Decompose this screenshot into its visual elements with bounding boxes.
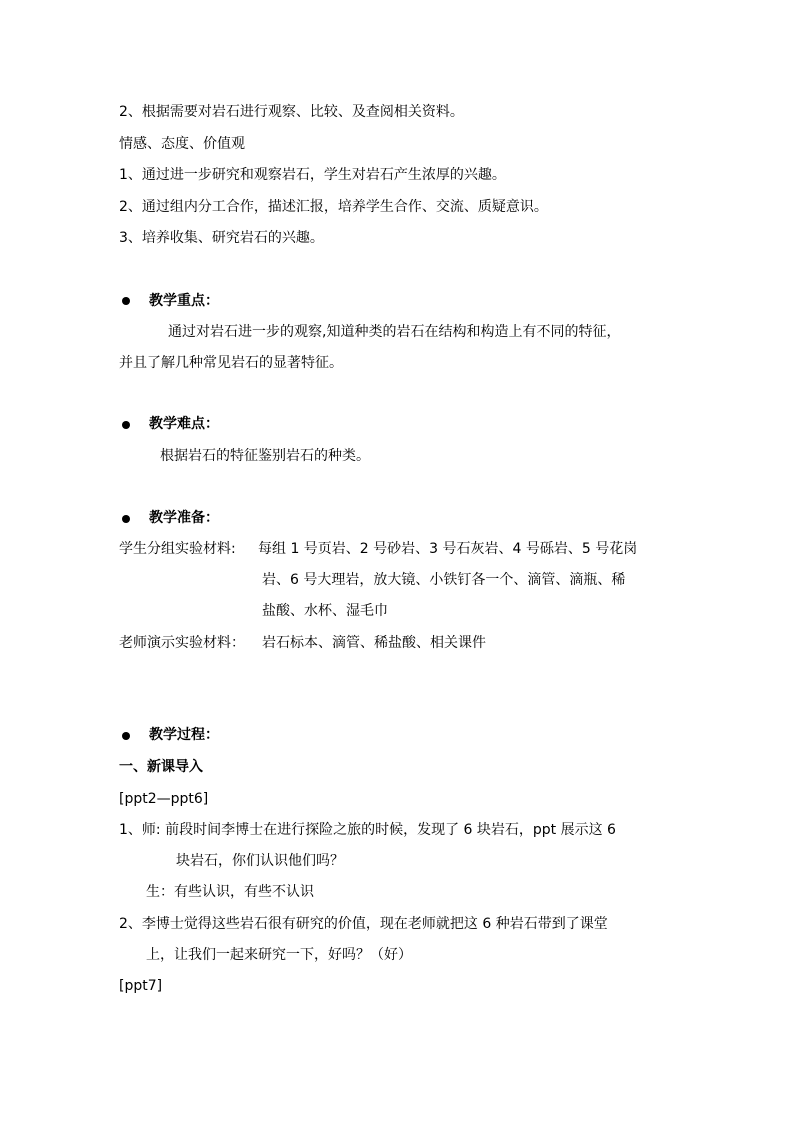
bullet-icon [122,421,130,429]
difficulties-text: 根据岩石的特征鉴别岩石的种类。 [160,448,370,464]
attitude-item-1: 1、通过进一步研究和观察岩石，学生对岩石产生浓厚的兴趣。 [119,167,506,183]
key-points-line-1: 通过对岩石进一步的观察,知道种类的岩石在结构和构造上有不同的特征， [168,324,621,340]
key-points-heading: 教学重点： [149,293,219,309]
preparation-teacher-text: 岩石标本、滴管、稀盐酸、相关课件 [262,635,486,651]
attitude-item-3: 3、培养收集、研究岩石的兴趣。 [119,230,324,246]
process-heading: 教学过程： [149,727,219,743]
process-step-2-line-2: 上，让我们一起来研究一下，好吗？（好） [146,947,412,963]
process-step-1-line-2: 块岩石，你们认识他们吗？ [176,853,344,869]
process-step-1-line-1: 1、师: 前段时间李博士在进行探险之旅的时候，发现了 6 块岩石，ppt 展示这 6 [119,822,616,838]
skills-item-2: 2、根据需要对岩石进行观察、比较、及查阅相关资料。 [119,104,464,120]
bullet-icon [122,297,130,305]
process-ppt-ref-2: [ppt7] [119,978,163,994]
process-ppt-ref-1: [ppt2—ppt6] [119,791,209,807]
key-points-line-2: 并且了解几种常见岩石的显著特征。 [119,355,343,371]
preparation-heading: 教学准备： [149,510,219,526]
attitude-heading: 情感、态度、价值观 [119,136,245,152]
bullet-icon [122,515,130,523]
attitude-item-2: 2、通过组内分工合作，描述汇报，培养学生合作、交流、质疑意识。 [119,199,548,215]
process-section-1: 一、新课导入 [119,759,203,775]
preparation-student-line-2: 岩、6 号大理岩，放大镜、小铁钉各一个、滴管、滴瓶、稀 [262,572,626,588]
preparation-student-line-3: 盐酸、水杯、湿毛巾 [262,603,388,619]
preparation-student-label: 学生分组实验材料: [119,541,236,557]
process-step-2-line-1: 2、李博士觉得这些岩石很有研究的价值，现在老师就把这 6 种岩石带到了课堂 [119,916,608,932]
bullet-icon [122,732,130,740]
preparation-student-line-1: 每组 1 号页岩、2 号砂岩、3 号石灰岩、4 号砾岩、5 号花岗 [258,541,638,557]
difficulties-heading: 教学难点： [149,416,219,432]
preparation-teacher-label: 老师演示实验材料： [119,635,245,651]
process-student-reply: 生：有些认识，有些不认识 [146,884,314,900]
